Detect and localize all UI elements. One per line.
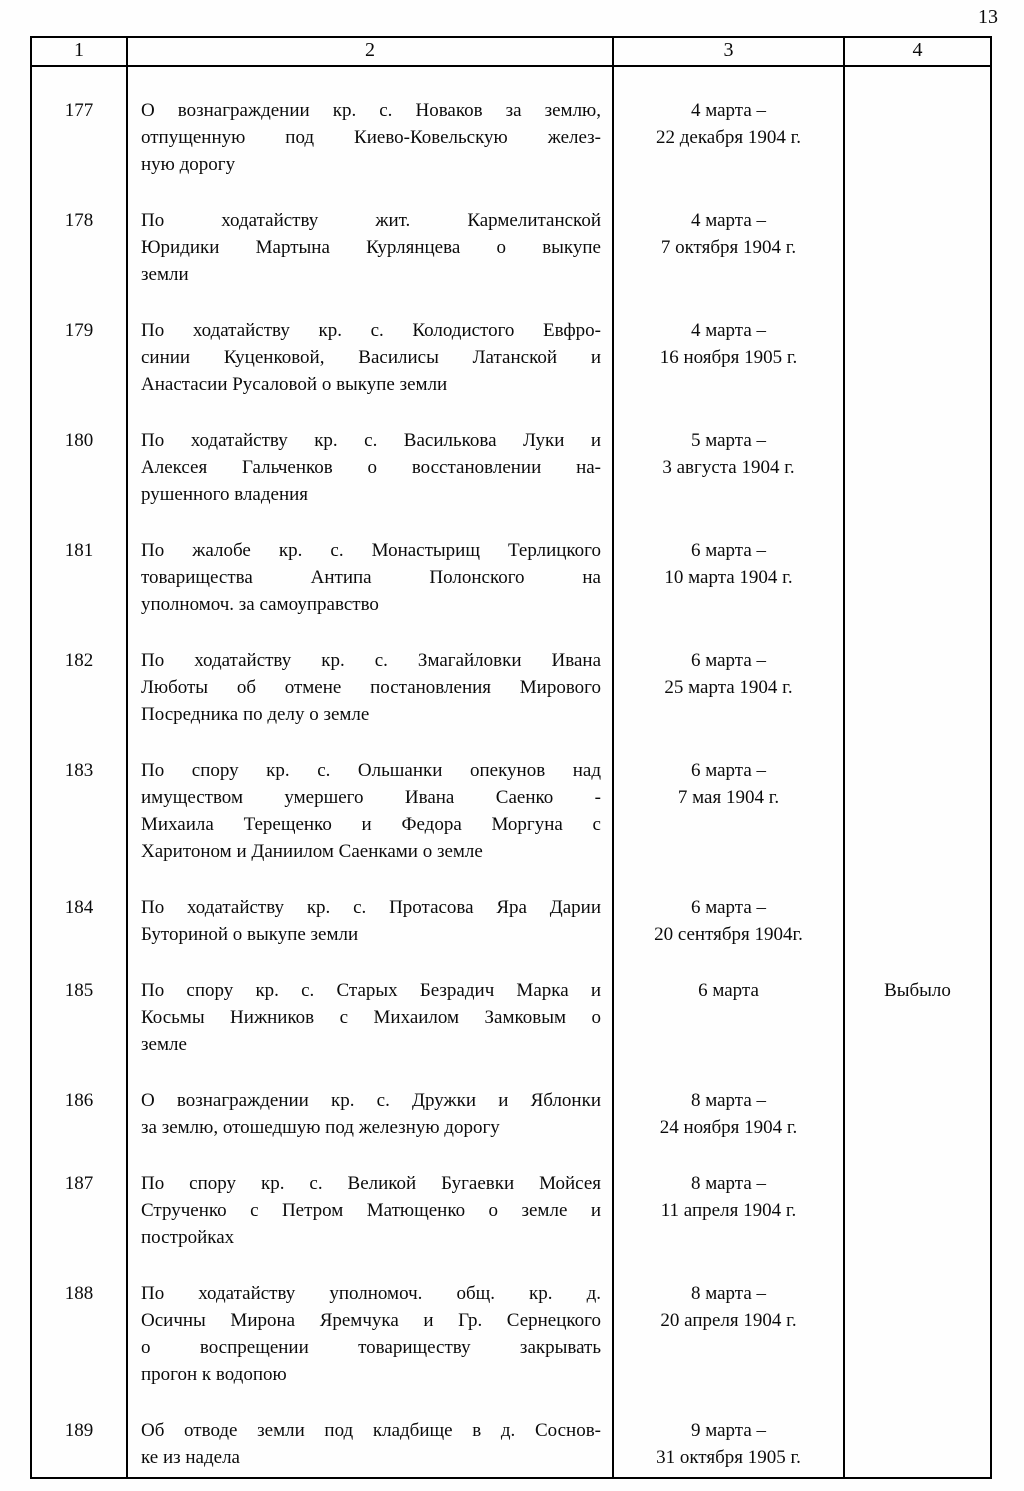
date-text-line: 8 марта –	[690, 1283, 767, 1304]
case-number: 188	[31, 1279, 127, 1416]
case-note	[844, 1279, 991, 1416]
case-description	[127, 206, 613, 316]
table-row	[31, 756, 991, 893]
case-number: 178	[31, 206, 127, 316]
case-text-line: отпущенную под Киево-Ковельскую желез-	[141, 127, 601, 148]
date-text-line: 8 марта –	[690, 1173, 767, 1194]
case-text-line: товарищества Антипа Полонского на	[141, 567, 601, 588]
date-text-line: 6 марта	[698, 980, 759, 1001]
case-number: 185	[31, 976, 127, 1086]
table-row	[31, 1169, 991, 1279]
case-note	[844, 1086, 991, 1169]
case-text-line: По жалобе кр. с. Монастырищ Терлицкого	[141, 540, 601, 561]
column-header-4: 4	[844, 37, 991, 66]
case-note: Выбыло	[844, 976, 991, 1086]
case-text-line: Об отводе земли под кладбище в д. Соснов-	[141, 1420, 601, 1441]
case-number: 182	[31, 646, 127, 756]
case-dates	[613, 1086, 844, 1169]
case-text-line: земли	[141, 264, 189, 285]
case-text-line: о воспрещении товариществу закрывать	[141, 1337, 601, 1358]
case-note	[844, 206, 991, 316]
case-description	[127, 1086, 613, 1169]
table-row	[31, 1086, 991, 1169]
date-text-line: 4 марта –	[690, 320, 767, 341]
case-text-line: О вознаграждении кр. с. Новаков за землю,	[141, 100, 601, 121]
table-row	[31, 976, 991, 1086]
column-header-1: 1	[31, 37, 127, 66]
case-text-line: Люботы об отмене постановления Мирового	[141, 677, 601, 698]
case-number: 181	[31, 536, 127, 646]
date-text-line: 3 августа 1904 г.	[662, 457, 795, 478]
case-number: 183	[31, 756, 127, 893]
table-row	[31, 1416, 991, 1478]
case-description	[127, 316, 613, 426]
case-note	[844, 1416, 991, 1478]
case-description	[127, 1279, 613, 1416]
case-text-line: постройках	[141, 1227, 235, 1248]
header-row	[31, 37, 991, 66]
case-note	[844, 646, 991, 756]
case-note	[844, 893, 991, 976]
date-text-line: 25 марта 1904 г.	[664, 677, 793, 698]
case-description	[127, 426, 613, 536]
case-text-line: Юридики Мартына Курлянцева о выкупе	[141, 237, 601, 258]
page-number: 13	[978, 6, 998, 28]
case-description	[127, 893, 613, 976]
case-text-line: земле	[141, 1034, 187, 1055]
case-dates	[613, 1169, 844, 1279]
case-text-line: Посредника по делу о земле	[141, 704, 370, 725]
case-dates	[613, 646, 844, 756]
case-dates	[613, 316, 844, 426]
table-row	[31, 646, 991, 756]
case-dates	[613, 756, 844, 893]
case-text-line: По ходатайству кр. с. Василькова Луки и	[141, 430, 601, 451]
date-text-line: 20 апреля 1904 г.	[660, 1310, 797, 1331]
case-number: 177	[31, 66, 127, 206]
case-text-line: Косьмы Нижников с Михаилом Замковым о	[141, 1007, 601, 1028]
case-text-line: ную дорогу	[141, 154, 236, 175]
case-text-line: По ходатайству кр. с. Колодистого Евфро-	[141, 320, 601, 341]
date-text-line: 7 мая 1904 г.	[677, 787, 780, 808]
case-dates	[613, 66, 844, 206]
date-text-line: 7 октября 1904 г.	[660, 237, 797, 258]
case-number: 189	[31, 1416, 127, 1478]
case-text-line: Осичны Мирона Яремчука и Гр. Сернецкого	[141, 1310, 601, 1331]
case-number: 180	[31, 426, 127, 536]
date-text-line: 31 октября 1905 г.	[656, 1447, 801, 1468]
table-row	[31, 536, 991, 646]
date-text-line: 6 марта –	[690, 897, 767, 918]
case-text-line: По спору кр. с. Великой Бугаевки Мойсея	[141, 1173, 601, 1194]
case-number: 184	[31, 893, 127, 976]
case-text-line: Алексея Гальченков о восстановлении на-	[141, 457, 601, 478]
date-text-line: 6 марта –	[690, 540, 767, 561]
register-table	[30, 36, 992, 1479]
case-description	[127, 1416, 613, 1478]
case-text-line: рушенного владения	[141, 484, 309, 505]
case-text-line: за землю, отошедшую под железную дорогу	[141, 1117, 500, 1138]
case-text-line: имуществом умершего Ивана Саенко -	[141, 787, 601, 808]
case-text-line: Харитоном и Даниилом Саенками о земле	[141, 841, 483, 862]
table-row	[31, 316, 991, 426]
case-note	[844, 426, 991, 536]
case-text-line: По ходатайству кр. с. Змагайловки Ивана	[141, 650, 601, 671]
case-text-line: По спору кр. с. Старых Безрадич Марка и	[141, 980, 601, 1001]
column-header-3: 3	[613, 37, 844, 66]
date-text-line: 22 декабря 1904 г.	[655, 127, 802, 148]
case-dates	[613, 893, 844, 976]
case-note	[844, 1169, 991, 1279]
date-text-line: 20 сентября 1904г.	[654, 924, 803, 945]
case-text-line: уполномоч. за самоуправство	[141, 594, 379, 615]
table-body	[31, 66, 991, 1478]
case-text-line: О вознаграждении кр. с. Дружки и Яблонки	[141, 1090, 601, 1111]
case-dates	[613, 976, 844, 1086]
case-text-line: По спору кр. с. Ольшанки опекунов над	[141, 760, 601, 781]
table-row	[31, 426, 991, 536]
date-text-line: 4 марта –	[690, 100, 767, 121]
case-dates	[613, 206, 844, 316]
case-text-line: По ходатайству уполномоч. общ. кр. д.	[141, 1283, 601, 1304]
case-description	[127, 66, 613, 206]
case-text-line: Анастасии Русаловой о выкупе земли	[141, 374, 448, 395]
case-text-line: ке из надела	[141, 1447, 240, 1468]
date-text-line: 4 марта –	[690, 210, 767, 231]
column-header-2: 2	[127, 37, 613, 66]
case-number: 179	[31, 316, 127, 426]
table-row	[31, 66, 991, 206]
case-description	[127, 1169, 613, 1279]
case-text-line: прогон к водопою	[141, 1364, 287, 1385]
case-description	[127, 976, 613, 1086]
case-dates	[613, 1279, 844, 1416]
case-description	[127, 536, 613, 646]
date-text-line: 6 марта –	[690, 760, 767, 781]
table-row	[31, 1279, 991, 1416]
case-text-line: По ходатайству кр. с. Протасова Яра Дарии	[141, 897, 601, 918]
case-number: 186	[31, 1086, 127, 1169]
case-dates	[613, 536, 844, 646]
case-text-line: По ходатайству жит. Кармелитанской	[141, 210, 601, 231]
case-dates	[613, 1416, 844, 1478]
case-text-line: Буториной о выкупе земли	[141, 924, 359, 945]
case-note	[844, 536, 991, 646]
date-text-line: 16 ноября 1905 г.	[659, 347, 798, 368]
case-note	[844, 66, 991, 206]
date-text-line: 11 апреля 1904 г.	[660, 1200, 797, 1221]
case-dates	[613, 426, 844, 536]
case-number: 187	[31, 1169, 127, 1279]
date-text-line: 8 марта –	[690, 1090, 767, 1111]
date-text-line: 9 марта –	[690, 1420, 767, 1441]
case-note	[844, 756, 991, 893]
table-row	[31, 893, 991, 976]
case-text-line: Струченко с Петром Матющенко о земле и	[141, 1200, 601, 1221]
table-row	[31, 206, 991, 316]
date-text-line: 24 ноября 1904 г.	[659, 1117, 798, 1138]
date-text-line: 5 марта –	[690, 430, 767, 451]
date-text-line: 10 марта 1904 г.	[664, 567, 793, 588]
case-description	[127, 756, 613, 893]
case-text-line: синии Куценковой, Василисы Латанской и	[141, 347, 601, 368]
date-text-line: 6 марта –	[690, 650, 767, 671]
case-text-line: Михаила Терещенко и Федора Моргуна с	[141, 814, 601, 835]
case-description	[127, 646, 613, 756]
case-note	[844, 316, 991, 426]
